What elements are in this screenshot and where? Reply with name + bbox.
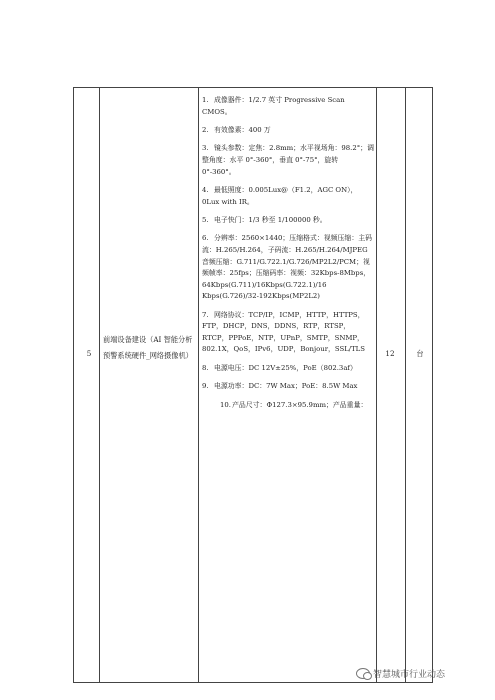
row-number: 5 xyxy=(86,349,92,358)
spec-item: 7. 网络协议：TCP/IP，ICMP，HTTP，HTTPS，FTP，DHCP，DNS，DDNS，RTP，RTSP，RTCP，PPPoE，NTP，UPnP，SMTP，SNMP，802.1X，QoS，IPv6，UDP，Bonjour，SSL/TLS xyxy=(202,310,365,354)
watermark xyxy=(356,667,445,680)
spec-item: 2. 有效像素：400 万 xyxy=(202,125,271,134)
spec-item: 9. 电源功率：DC：7W Max；PoE：8.5W Max xyxy=(202,382,358,391)
table-divider xyxy=(198,87,199,683)
spec-item: 6. 分辨率：2560×1440；压缩格式：视频压缩：主码流：H.265/H.264，子码流：H.265/H.264/MJPEG 音频压缩：G.711/G.722.1/G.726/MP2L2/PCM；视频帧率：25fps；压缩码率：视频：32Kbps-8Mbps，64Kbps(G.711)/16Kbps(G.722.1)/16 Kbps(G.726)/32-192Kbps(MP2L2) xyxy=(202,234,372,301)
spec-item: 8. 电源电压：DC 12V±25%，PoE（802.3af） xyxy=(202,363,357,372)
spec-item: 3. 镜头参数：定焦：2.8mm；水平视场角：98.2°；调整角度：水平 0°-360°，垂直 0°-75°，旋转 0°-360°。 xyxy=(202,144,374,176)
table-divider xyxy=(405,87,406,683)
table-divider xyxy=(376,87,377,683)
table-divider xyxy=(99,87,100,683)
spec-item: 4. 最低照度：0.005Lux@（F1.2，AGC ON），0Lux with IR。 xyxy=(202,185,358,206)
watermark-text: 智慧城市行业动态 xyxy=(373,670,446,680)
spec-list xyxy=(202,95,374,418)
spec-item: 1. 成像器件：1/2.7 英寸 Progressive Scan CMOS。 xyxy=(202,96,345,116)
item-name: 前端设备建设（AI 智能分析预警系统硬件_网络摄像机） xyxy=(103,335,193,360)
spec-item: 10.产品尺寸：Φ127.3×95.9mm；产品重量： xyxy=(220,400,368,409)
quantity: 12 xyxy=(385,349,395,358)
spec-item: 5. 电子快门：1/3 秒至 1/100000 秒。 xyxy=(202,215,327,224)
unit: 台 xyxy=(416,349,424,358)
wechat-icon xyxy=(356,668,370,679)
